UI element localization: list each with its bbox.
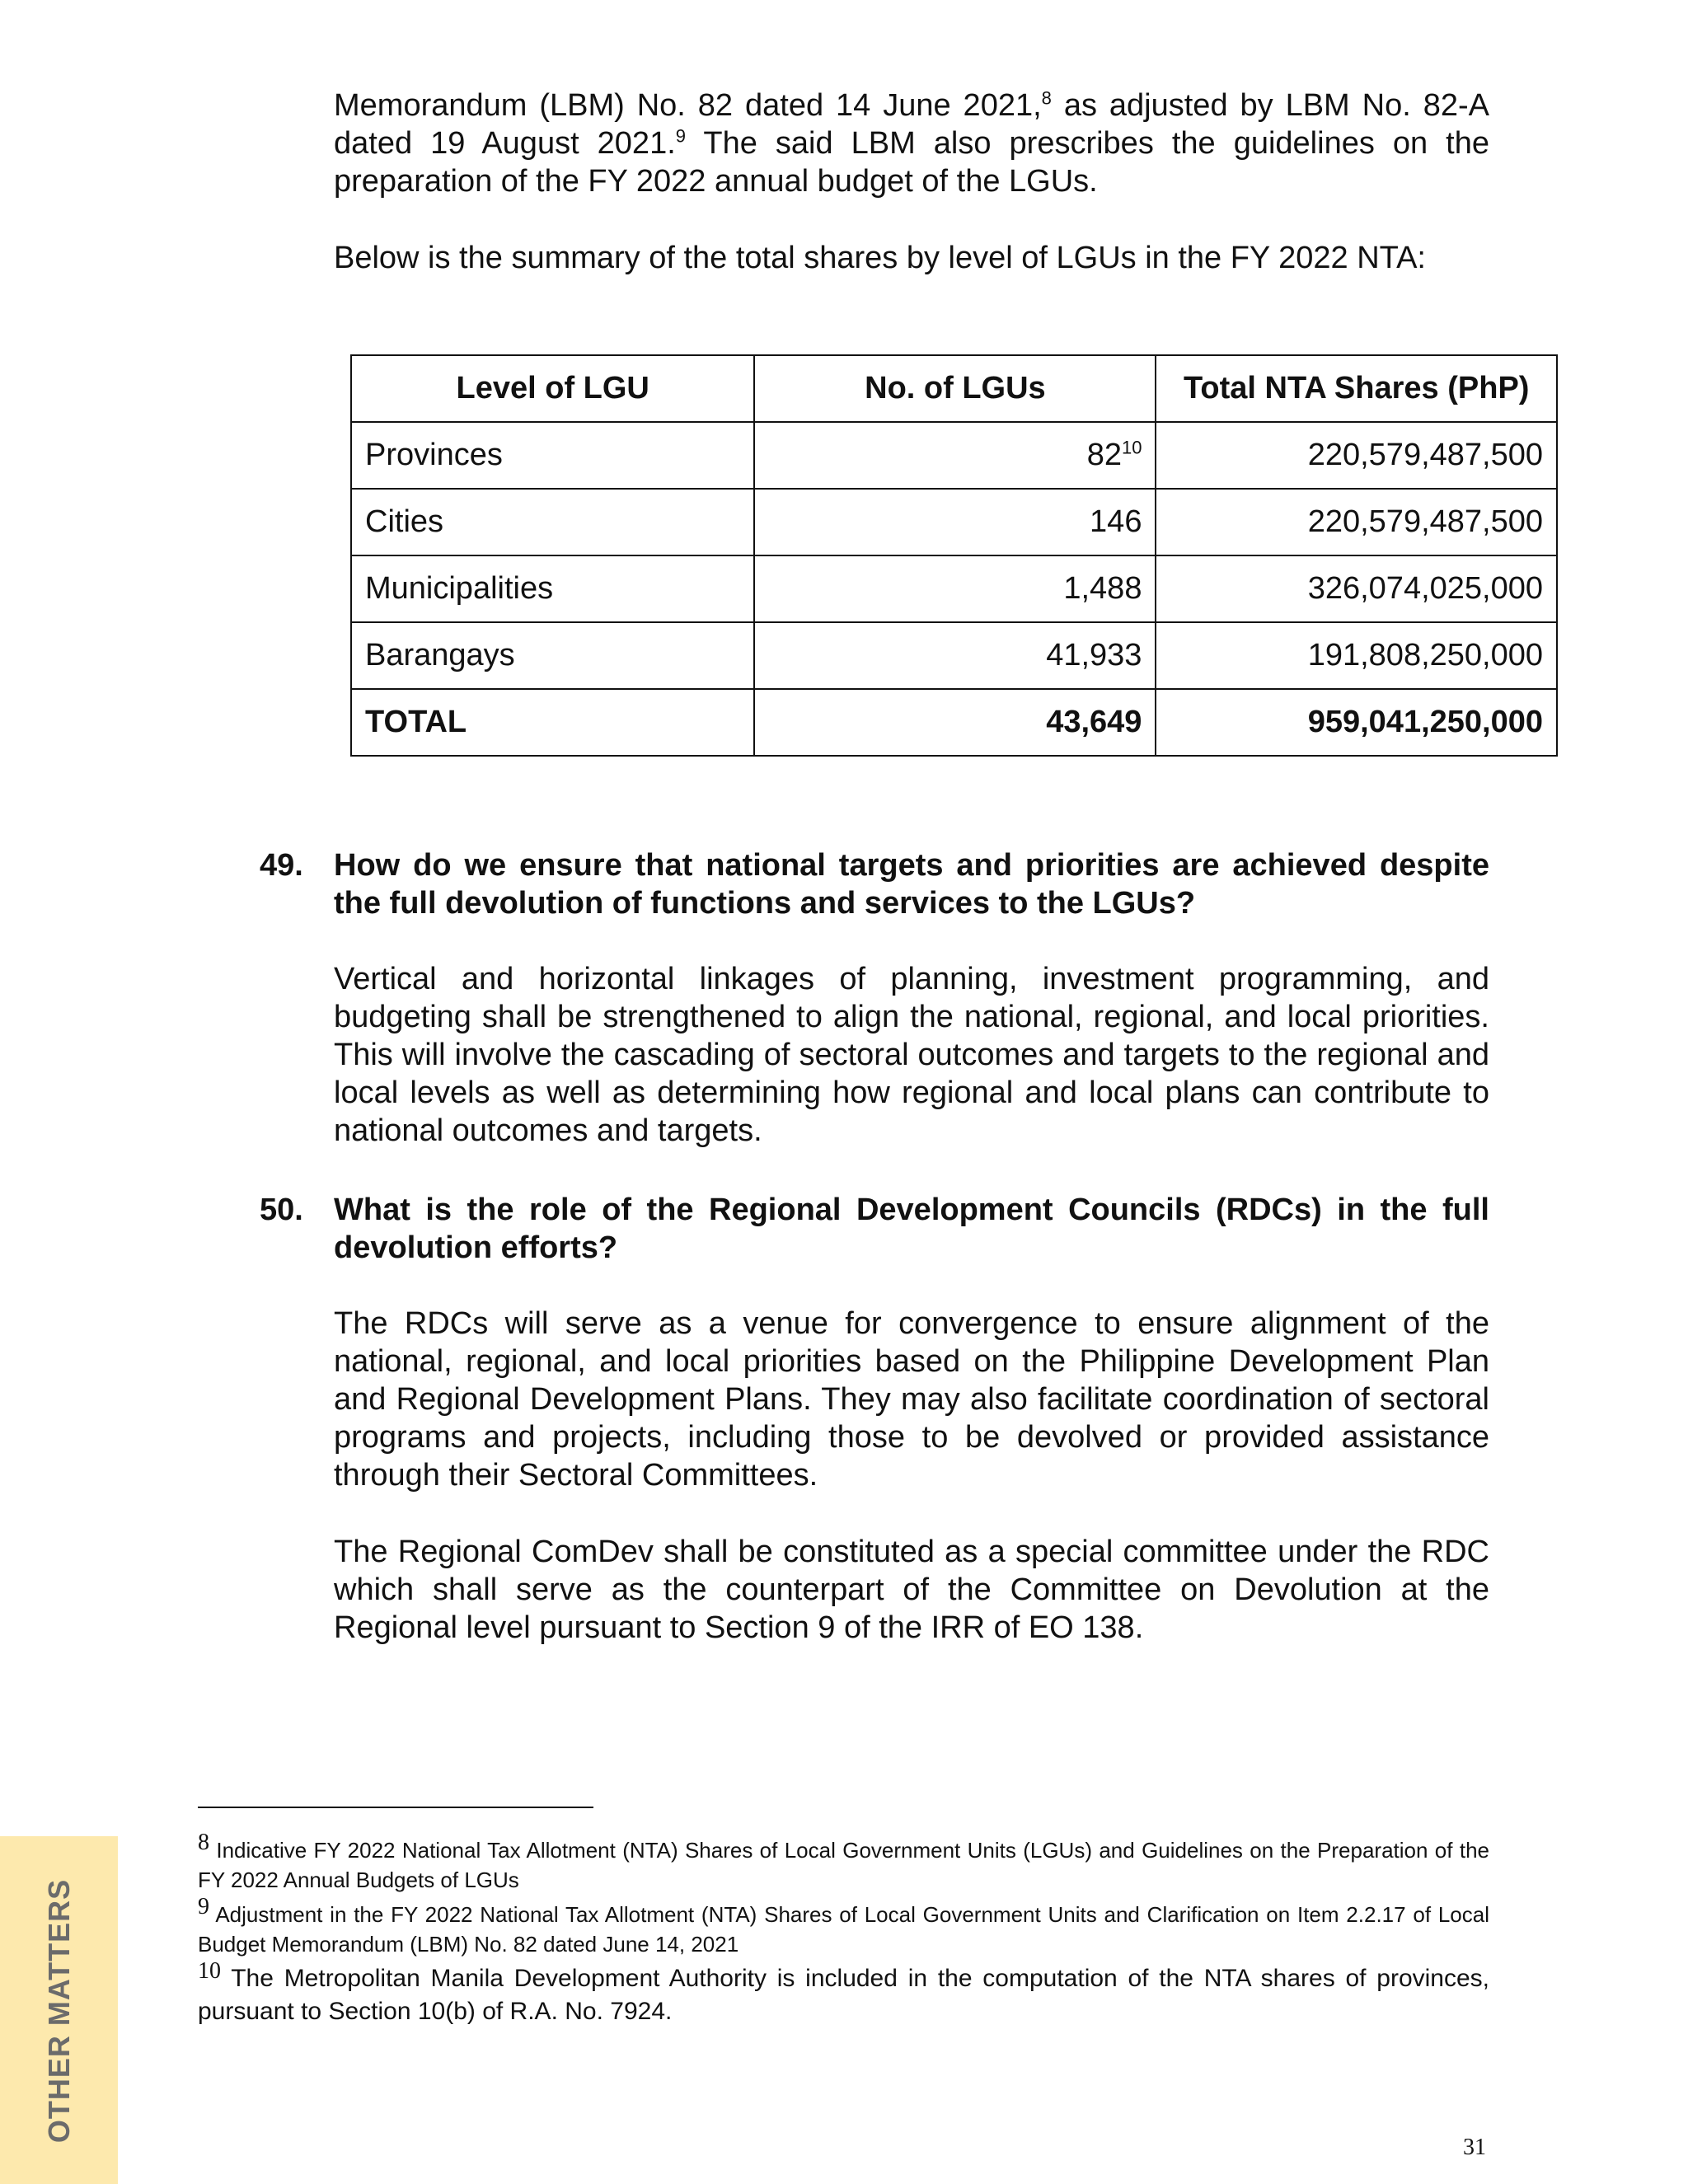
cell-level: Barangays bbox=[351, 622, 754, 689]
cell-level: Provinces bbox=[351, 422, 754, 489]
footnote-text: Adjustment in the FY 2022 National Tax Allotment (NTA) Shares of Local Government Units and Clarification on Item 2.2.17 of Local Budget Memorandum (LBM) No. 82 dated June 14, 2021 bbox=[198, 1902, 1489, 1957]
footnote-mark: 10 bbox=[198, 1958, 221, 1984]
answer-50-paragraph-2: The Regional ComDev shall be constituted as a special committee under the RDC which shall serve as the counterpart of the Committee on Devolution at the Regional level pursuant to Section 9 of the IRR of EO 138. bbox=[334, 1535, 1489, 1645]
intro-text-a: Memorandum (LBM) No. 82 dated 14 June 2021, bbox=[334, 88, 1042, 123]
table-row bbox=[351, 555, 1557, 622]
footnote-ref-9[interactable]: 9 bbox=[675, 125, 687, 147]
cell-total-label: TOTAL bbox=[351, 689, 754, 756]
footnote-ref-8[interactable]: 8 bbox=[1041, 87, 1052, 109]
question-49-number: 49. bbox=[260, 848, 303, 883]
cell-level: Municipalities bbox=[351, 555, 754, 622]
header-level: Level of LGU bbox=[351, 355, 754, 422]
intro-text-c: The said LBM also prescribes the guidelines on the preparation of the FY 2022 annual budget of the LGUs. bbox=[334, 126, 1489, 199]
table-total-row bbox=[351, 689, 1557, 756]
cell-shares: 220,579,487,500 bbox=[1156, 489, 1557, 555]
summary-intro: Below is the summary of the total shares by level of LGUs in the FY 2022 NTA: bbox=[334, 241, 1426, 275]
cell-level: Cities bbox=[351, 489, 754, 555]
cell-count: 146 bbox=[754, 489, 1156, 555]
answer-50-paragraph-1: The RDCs will serve as a venue for convergence to ensure alignment of the national, regional, and local priorities based on the Philippine Development Plan and Regional Development Plans. They may also facilitate coordination of sectoral programs and projects, including those to be devolved or provided assistance through their Sectoral Committees. bbox=[334, 1306, 1489, 1493]
cell-total-count: 43,649 bbox=[754, 689, 1156, 756]
footnote-mark: 9 bbox=[198, 1894, 209, 1919]
nta-shares-table bbox=[350, 354, 1558, 757]
table-header-row bbox=[351, 355, 1557, 422]
table-row bbox=[351, 489, 1557, 555]
header-shares: Total NTA Shares (PhP) bbox=[1156, 355, 1557, 422]
footnote-divider bbox=[198, 1807, 593, 1808]
cell-count: 1,488 bbox=[754, 555, 1156, 622]
cell-count bbox=[754, 422, 1156, 489]
cell-total-shares: 959,041,250,000 bbox=[1156, 689, 1557, 756]
footnote-8 bbox=[198, 1828, 1489, 1895]
header-count: No. of LGUs bbox=[754, 355, 1156, 422]
footnote-mark: 8 bbox=[198, 1830, 209, 1855]
question-50-text: What is the role of the Regional Development Councils (RDCs) in the full devolution efforts? bbox=[334, 1193, 1489, 1265]
footnote-10 bbox=[198, 1955, 1489, 2028]
page-number: 31 bbox=[1463, 2135, 1486, 2160]
question-49-text: How do we ensure that national targets and priorities are achieved despite the full devolution of functions and services to the LGUs? bbox=[334, 848, 1489, 921]
footnote-text: The Metropolitan Manila Development Authority is included in the computation of the NTA shares of provinces, pursuant to Section 10(b) of R.A. No. 7924. bbox=[198, 1965, 1489, 2025]
answer-49: Vertical and horizontal linkages of planning, investment programming, and budgeting shall be strengthened to align the national, regional, and local priorities. This will involve the cascading of sectoral outcomes and targets to the regional and local levels as well as determining how regional and local plans can contribute to national outcomes and targets. bbox=[334, 962, 1489, 1148]
question-50-number: 50. bbox=[260, 1193, 303, 1227]
cell-shares: 191,808,250,000 bbox=[1156, 622, 1557, 689]
footnote-ref-10[interactable]: 10 bbox=[1121, 437, 1142, 458]
cell-count: 41,933 bbox=[754, 622, 1156, 689]
table-row bbox=[351, 422, 1557, 489]
table-row bbox=[351, 622, 1557, 689]
intro-paragraph bbox=[334, 87, 1489, 200]
cell-shares: 326,074,025,000 bbox=[1156, 555, 1557, 622]
section-side-tab-label: OTHER MATTERS bbox=[42, 1878, 76, 2144]
footnote-text: Indicative FY 2022 National Tax Allotment (NTA) Shares of Local Government Units (LGUs) and Guidelines on the Preparation of the FY 2022 Annual Budgets of LGUs bbox=[198, 1838, 1489, 1892]
cell-count-value: 82 bbox=[1086, 438, 1122, 472]
cell-shares: 220,579,487,500 bbox=[1156, 422, 1557, 489]
intro-text-b: as adjusted by LBM No. 82-A dated 19 August 2021. bbox=[334, 88, 1489, 161]
footnote-9 bbox=[198, 1892, 1489, 1959]
